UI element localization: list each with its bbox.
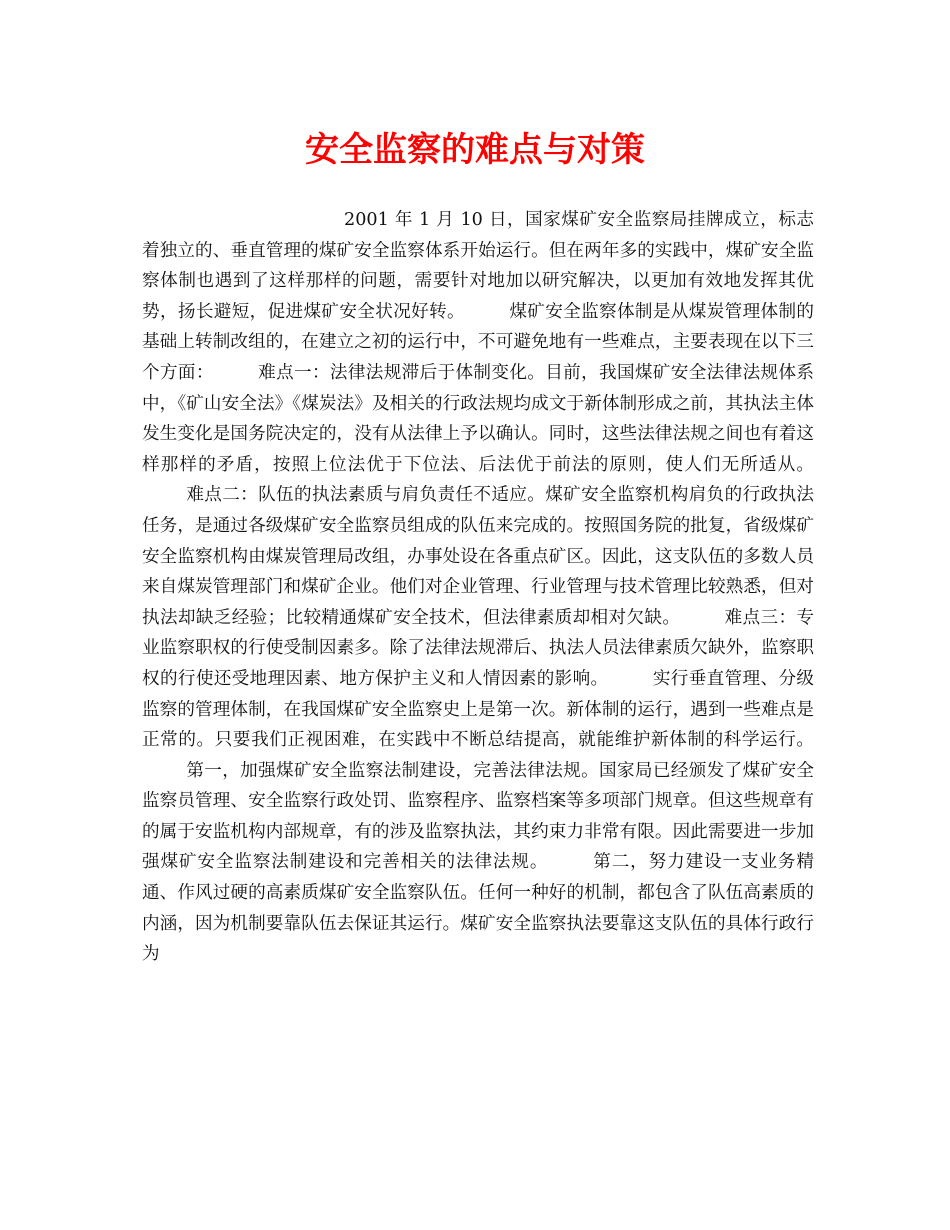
paragraph-3: 难点一：法律法规滞后于体制变化。目前，我国煤矿安全法律法规体系中，《矿山安全法》《煤炭法》及相关的行政法规均成文于新体制形成之前，其执法主体发生变化是国务院决定的，没有从法律上予以确认。同时，这些法律法规之间也有着这样那样的矛盾，按照上位法优于下位法、后法优于前法的原则，使人们无所适从。 [142, 362, 814, 475]
paragraph-1: 2001 年 1 月 10 日，国家煤矿安全监察局挂牌成立，标志着独立的、垂直管理的煤矿安全监察体系开始运行。但在两年多的实践中，煤矿安全监察体制也遇到了这样那样的问题，需要针对地加以研究解决，以更加有效地发挥其优势，扬长避短，促进煤矿安全状况好转。 [142, 210, 814, 322]
paragraph-7: 第一，加强煤矿安全监察法制建设，完善法律法规。国家局已经颁发了煤矿安全监察员管理、安全监察行政处罚、监察程序、监察档案等多项部门规章。但这些规章有的属于安监机构内部规章，有的涉及监察执法，其约束力非常有限。因此需要进一步加强煤矿安全监察法制建设和完善相关的法律法规。 [142, 760, 814, 873]
paragraph-5: 难点三：专业监察职权的行使受制因素多。除了法律法规滞后、执法人员法律素质欠缺外，监察职权的行使还受地理因素、地方保护主义和人情因素的影响。 [142, 607, 814, 689]
paragraph-6: 实行垂直管理、分级监察的管理体制，在我国煤矿安全监察史上是第一次。新体制的运行，遇到一些难点是正常的。只要我们正视困难，在实践中不断总结提高，就能维护新体制的科学运行。 [142, 668, 814, 751]
document-body [142, 205, 814, 970]
paragraph-4: 难点二：队伍的执法素质与肩负责任不适应。煤矿安全监察机构肩负的行政执法任务，是通过各级煤矿安全监察员组成的队伍来完成的。按照国务院的批复，省级煤矿安全监察机构由煤炭管理局改组，办事处设在各重点矿区。因此，这支队伍的多数人员来自煤炭管理部门和煤矿企业。他们对企业管理、行业管理与技术管理比较熟悉，但对执法却缺乏经验；比较精通煤矿安全技术，但法律素质却相对欠缺。 [142, 485, 814, 628]
paragraph-2: 煤矿安全监察体制是从煤炭管理体制的基础上转制改组的，在建立之初的运行中，不可避免地有一些难点，主要表现在以下三个方面： [142, 301, 814, 383]
paragraph-8: 第二，努力建设一支业务精通、作风过硬的高素质煤矿安全监察队伍。任何一种好的机制，都包含了队伍高素质的内涵，因为机制要靠队伍去保证其运行。煤矿安全监察执法要靠这支队伍的具体行政行为 [142, 852, 814, 965]
document-title: 安全监察的难点与对策 [305, 130, 645, 170]
